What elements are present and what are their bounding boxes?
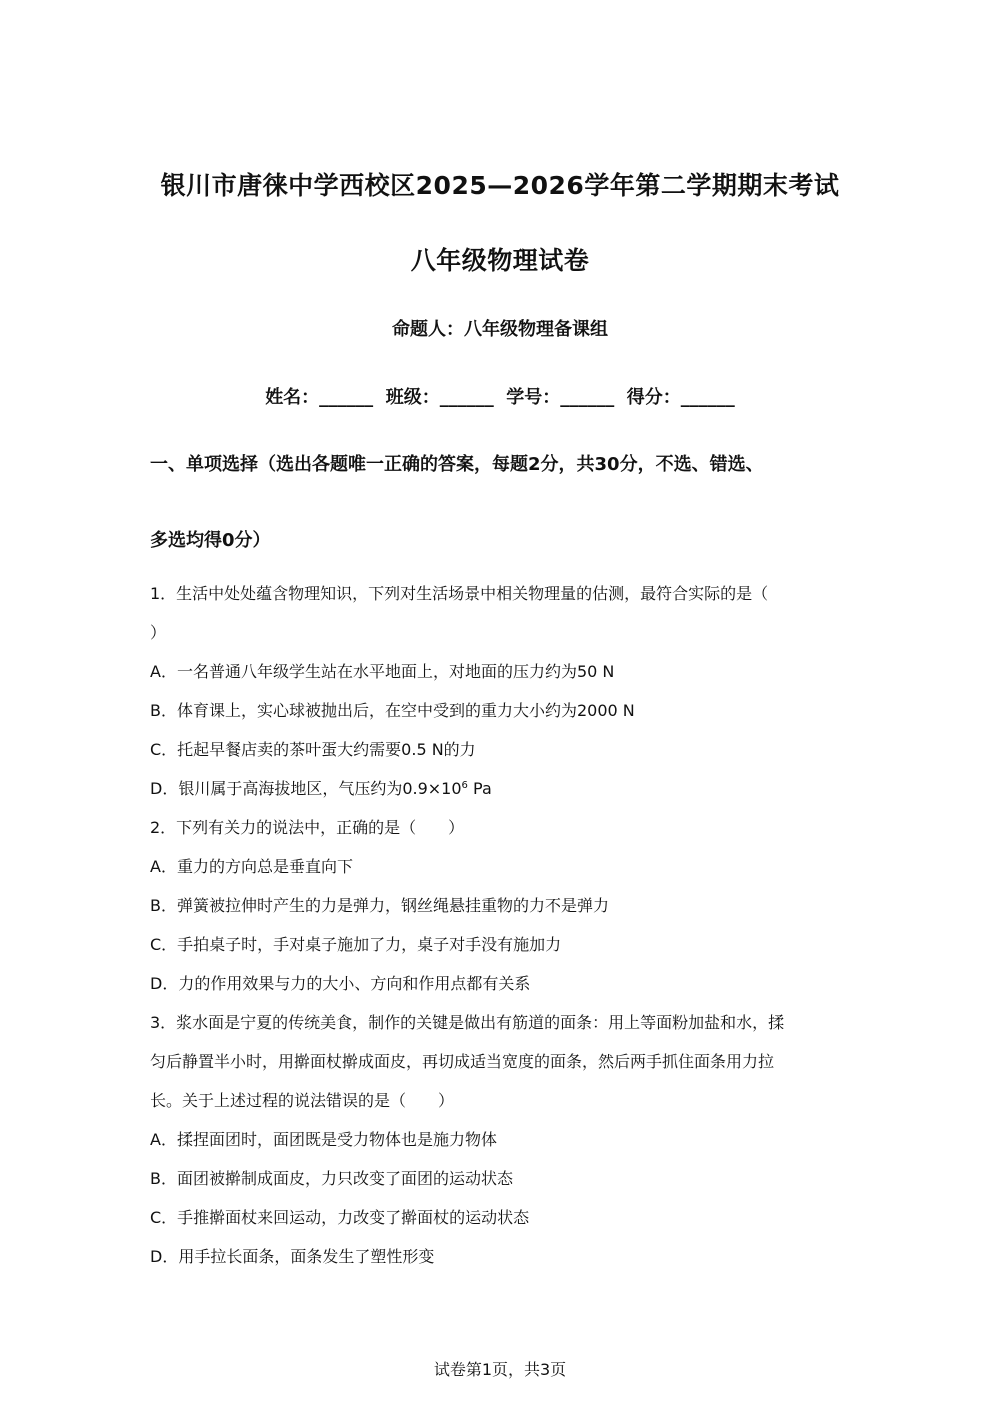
- question-1-stem-cont: ）: [150, 623, 167, 642]
- section-heading-cont: 多选均得0分）: [150, 530, 271, 551]
- question-3-option-a: A．揉捏面团时，面团既是受力物体也是施力物体: [150, 1130, 497, 1149]
- question-3-stem: 3．浆水面是宁夏的传统美食，制作的关键是做出有筋道的面条：用上等面粉加盐和水，揉: [150, 1013, 785, 1032]
- question-3-option-d: D．用手拉长面条，面条发生了塑性形变: [150, 1247, 435, 1266]
- exam-title: 银川市唐徕中学西校区2025—2026学年第二学期期末考试: [160, 171, 840, 200]
- question-3-stem-cont: 匀后静置半小时，用擀面杖擀成面皮，再切成适当宽度的面条，然后两手抓住面条用力拉: [150, 1052, 775, 1071]
- question-2-option-c: C．手拍桌子时，手对桌子施加了力，桌子对手没有施加力: [150, 935, 562, 954]
- question-1-stem: 1．生活中处处蕴含物理知识，下列对生活场景中相关物理量的估测，最符合实际的是（: [150, 584, 769, 603]
- exponent: 6: [461, 780, 468, 791]
- exam-subtitle: 八年级物理试卷: [410, 246, 590, 275]
- question-1-option-c: C．托起早餐店卖的茶叶蛋大约需要0.5 N的力: [150, 740, 476, 759]
- question-2-option-a: A．重力的方向总是垂直向下: [150, 857, 353, 876]
- question-3-option-b: B．面团被擀制成面皮，力只改变了面团的运动状态: [150, 1169, 513, 1188]
- question-1-option-a: A．一名普通八年级学生站在水平地面上，对地面的压力约为50 N: [150, 662, 615, 681]
- question-1-option-d: [150, 779, 860, 799]
- section-heading: 一、单项选择（选出各题唯一正确的答案，每题2分，共30分，不选、错选、: [150, 454, 764, 475]
- question-1-option-d-unit: Pa: [467, 779, 492, 798]
- page-footer: 试卷第1页，共3页: [433, 1360, 567, 1379]
- question-2-stem: 2．下列有关力的说法中，正确的是（ ）: [150, 818, 465, 837]
- question-2-option-d: D．力的作用效果与力的大小、方向和作用点都有关系: [150, 974, 531, 993]
- exam-author: 命题人：八年级物理备课组: [392, 319, 608, 340]
- student-info-line: 姓名：______ 班级：______ 学号：______ 得分：______: [265, 387, 735, 408]
- question-2-option-b: B．弹簧被拉伸时产生的力是弹力，钢丝绳悬挂重物的力不是弹力: [150, 896, 609, 915]
- question-1-option-b: B．体育课上，实心球被抛出后，在空中受到的重力大小约为2000 N: [150, 701, 635, 720]
- question-1-option-d-text: D．银川属于高海拔地区，气压约为0.9×10: [150, 779, 462, 798]
- question-3-stem-cont2: 长。关于上述过程的说法错误的是（ ）: [150, 1091, 455, 1110]
- question-3-option-c: C．手推擀面杖来回运动，力改变了擀面杖的运动状态: [150, 1208, 530, 1227]
